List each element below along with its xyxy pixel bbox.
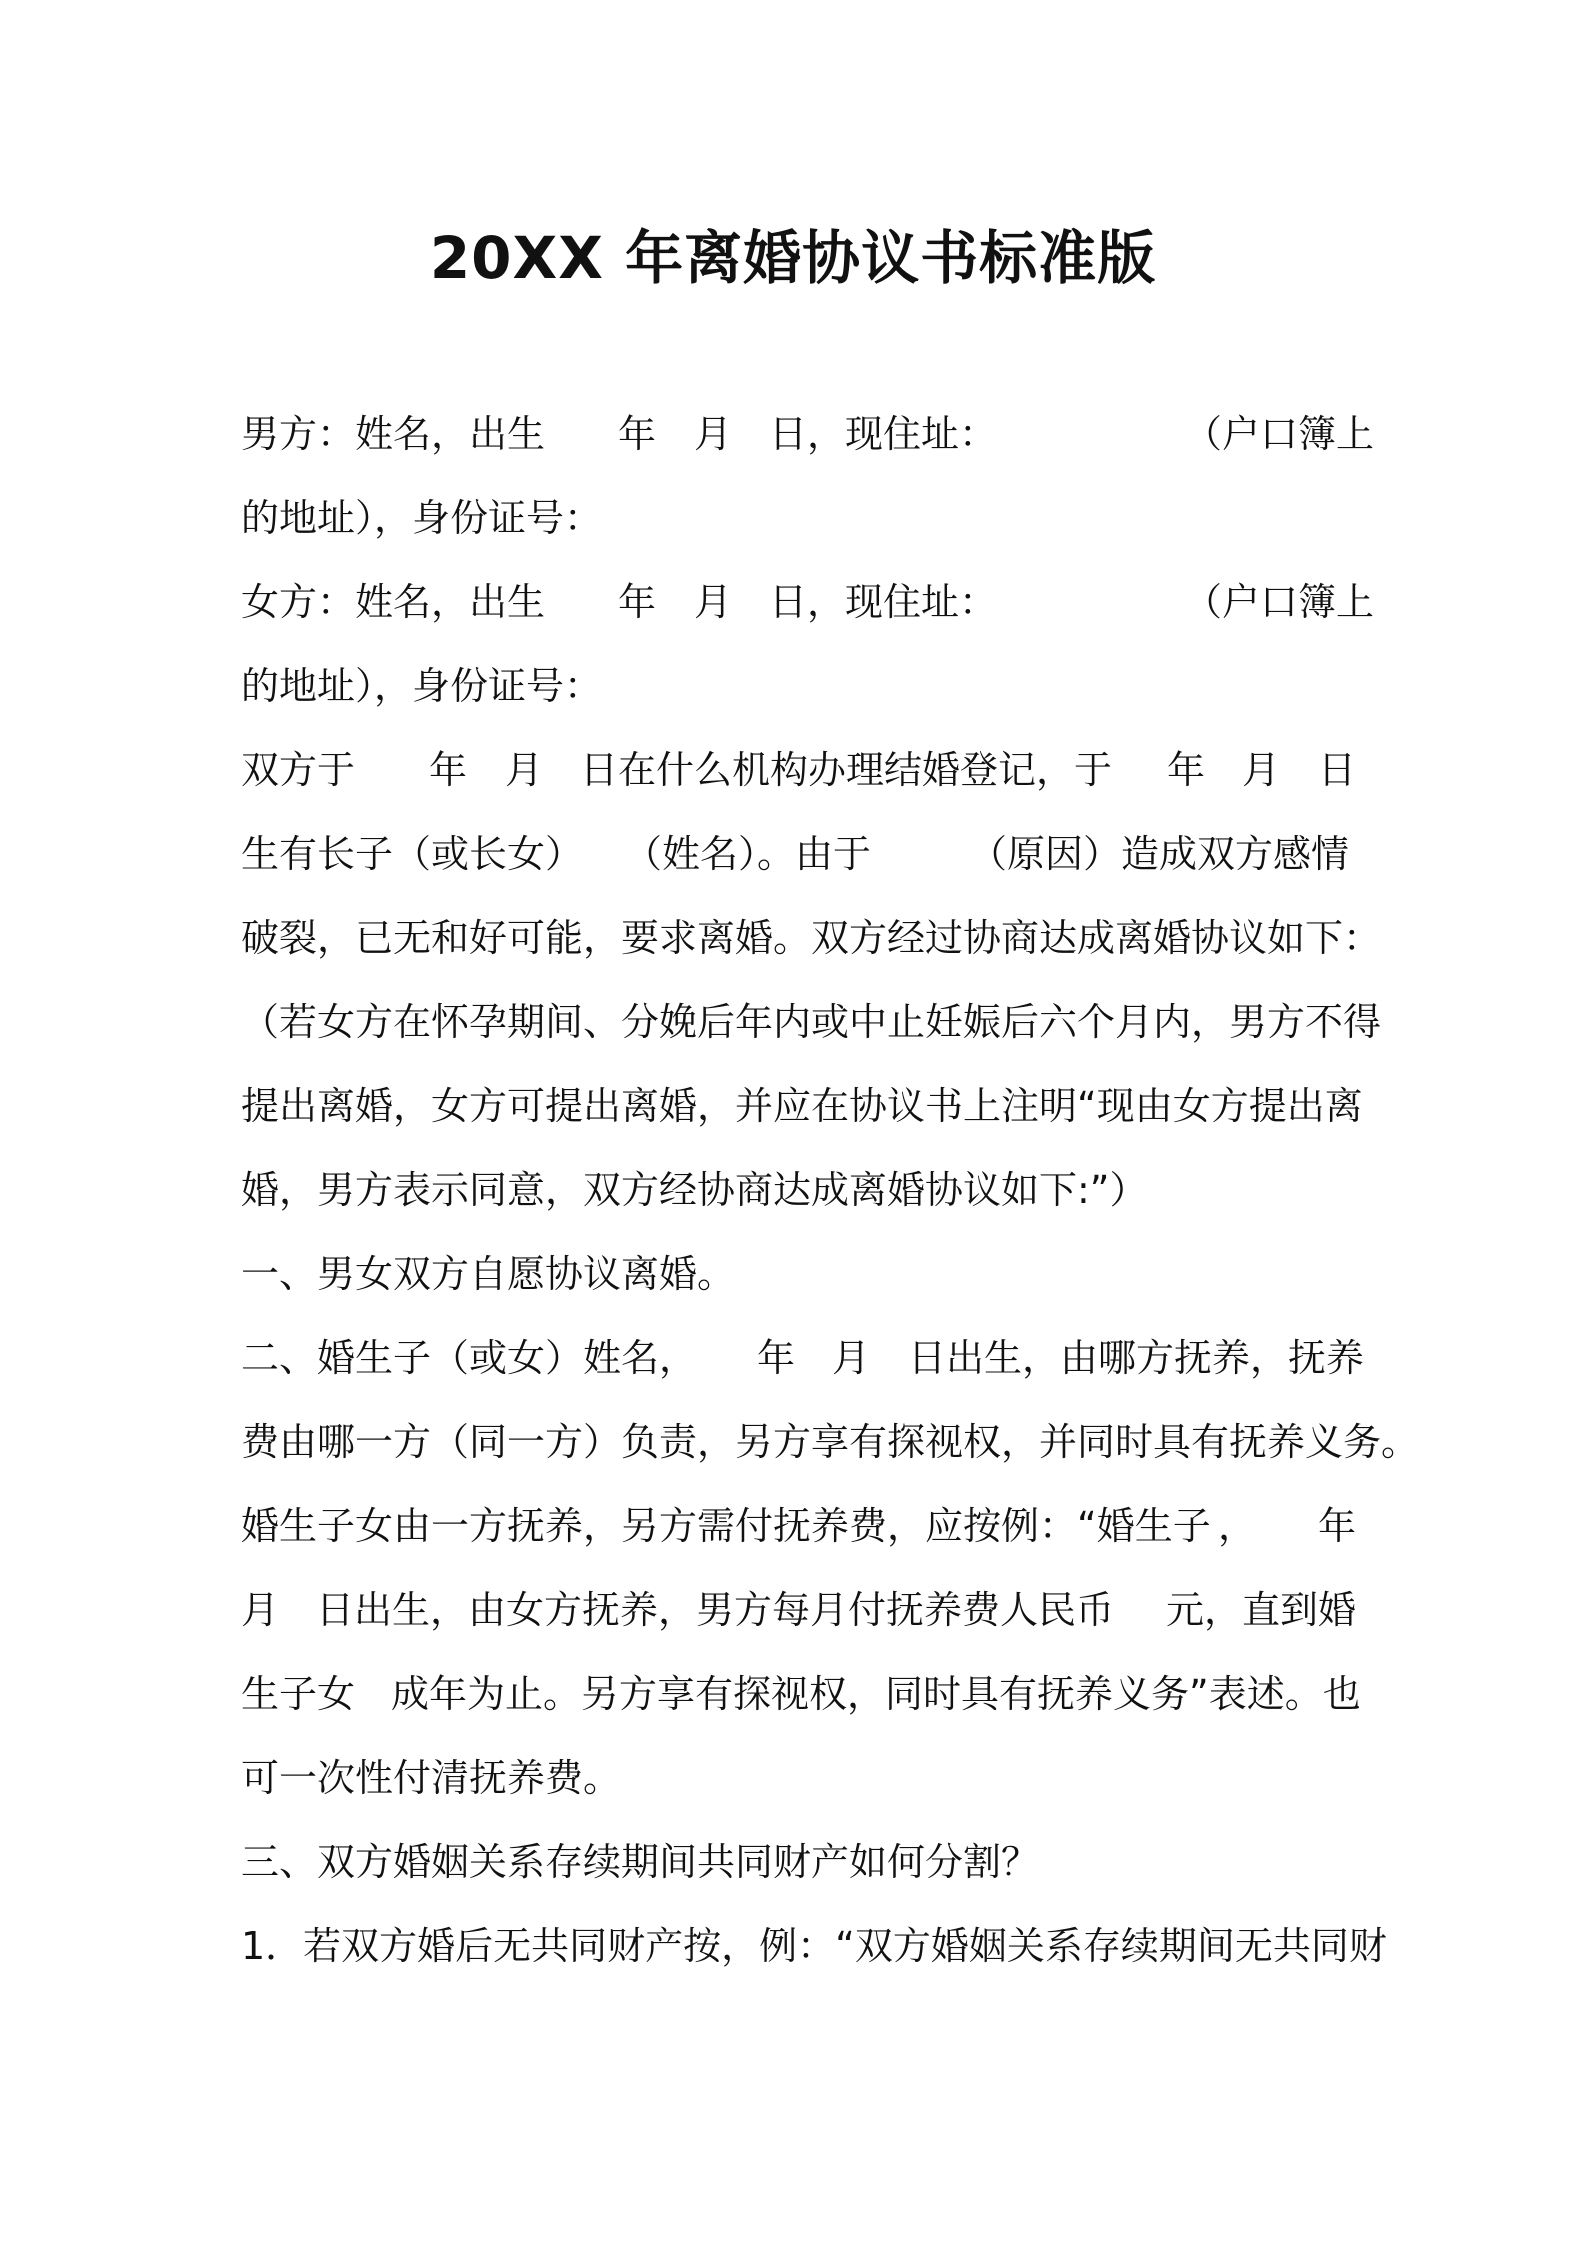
marriage-line-6: 婚，男方表示同意，双方经协商达成离婚协议如下:”） <box>241 1168 1148 1212</box>
clause-2-month-label: 月 <box>832 1336 871 1380</box>
clause-2-line-4-end: 元，直到婚 <box>1166 1588 1357 1632</box>
female-id-label: 的地址），身份证号： <box>241 664 603 708</box>
clause-2-line-4-middle: 日出生，由女方抚养，男方每月付抚养费人民币 <box>316 1588 1115 1632</box>
male-party-line-2 <box>241 488 1347 548</box>
marriage-registration-text: 日在什么机构办理结婚登记，于 <box>580 748 1113 792</box>
clause-2-start: 二、婚生子（或女）姓名， <box>241 1336 698 1380</box>
marriage-line-3: 破裂，已无和好可能，要求离婚。双方经过协商达成离婚协议如下： <box>241 916 1382 960</box>
clause-2-line-6: 可一次性付清抚养费。 <box>241 1756 622 1800</box>
document-title: 20XX 年离婚协议书标准版 <box>429 224 1157 292</box>
male-address-label: 日，现住址： <box>769 412 998 456</box>
female-party-label: 女方：姓名，出生 <box>241 580 546 624</box>
clause-3-heading: 三、双方婚姻关系存续期间共同财产如何分割？ <box>241 1840 1040 1884</box>
male-hukou-label: （户口簿上 <box>1184 412 1375 456</box>
clause-2-line-3 <box>241 1496 1357 1556</box>
male-party-line-1 <box>241 404 1375 464</box>
female-birth-month-label: 月 <box>694 580 733 624</box>
clause-2-line-1 <box>241 1328 1365 1388</box>
child-birth-month-label: 月 <box>1242 748 1281 792</box>
clause-2-line-4 <box>241 1580 1357 1640</box>
clause-2-line-2: 费由哪一方（同一方）负责，另方享有探视权，并同时具有抚养义务。 <box>241 1420 1420 1464</box>
female-hukou-label: （户口簿上 <box>1184 580 1375 624</box>
clause-2-line-4-month: 月 <box>241 1588 280 1632</box>
female-party-line-1 <box>241 572 1375 632</box>
clause-2-year-label: 年 <box>757 1336 796 1380</box>
marriage-date-label: 双方于 <box>241 748 356 792</box>
marriage-line-4: （若女方在怀孕期间、分娩后年内或中止妊娠后六个月内，男方不得 <box>241 1000 1382 1044</box>
clause-3-item-1: 1．若双方婚后无共同财产按，例：“双方婚姻关系存续期间无共同财 <box>241 1924 1387 1968</box>
clause-2-line-3-start: 婚生子女由一方抚养，另方需付抚养费，应按例：“婚生子 <box>241 1504 1211 1548</box>
female-party-line-2 <box>241 656 1347 716</box>
female-address-label: 日，现住址： <box>769 580 998 624</box>
clause-2-line-5-end: 成年为止。另方享有探视权，同时具有抚养义务”表述。也 <box>391 1672 1361 1716</box>
clause-2-end: 日出生，由哪方抚养，抚养 <box>908 1336 1365 1380</box>
male-id-label: 的地址），身份证号： <box>241 496 603 540</box>
male-birth-year-label: 年 <box>618 412 657 456</box>
clause-1: 一、男女双方自愿协议离婚。 <box>241 1252 736 1296</box>
male-birth-month-label: 月 <box>694 412 733 456</box>
clause-2-line-3-comma: ， <box>1218 1504 1257 1548</box>
reason-label: （原因）造成双方感情 <box>969 832 1350 876</box>
child-name-label: （姓名）。由于 <box>624 832 872 876</box>
male-party-label: 男方：姓名，出生 <box>241 412 546 456</box>
marriage-line-1 <box>241 740 1357 800</box>
female-birth-year-label: 年 <box>618 580 657 624</box>
marriage-line-5: 提出离婚，女方可提出离婚，并应在协议书上注明“现由女方提出离 <box>241 1084 1363 1128</box>
clause-2-line-3-year: 年 <box>1318 1504 1357 1548</box>
clause-2-line-5-start: 生子女 <box>241 1672 356 1716</box>
marriage-line-2 <box>241 824 1350 884</box>
child-birth-year-label: 年 <box>1167 748 1206 792</box>
marriage-month-label: 月 <box>505 748 544 792</box>
child-birth-day-label: 日 <box>1318 748 1357 792</box>
child-label: 生有长子（或长女） <box>241 832 584 876</box>
clause-2-line-5 <box>241 1664 1361 1724</box>
marriage-year-label: 年 <box>429 748 468 792</box>
